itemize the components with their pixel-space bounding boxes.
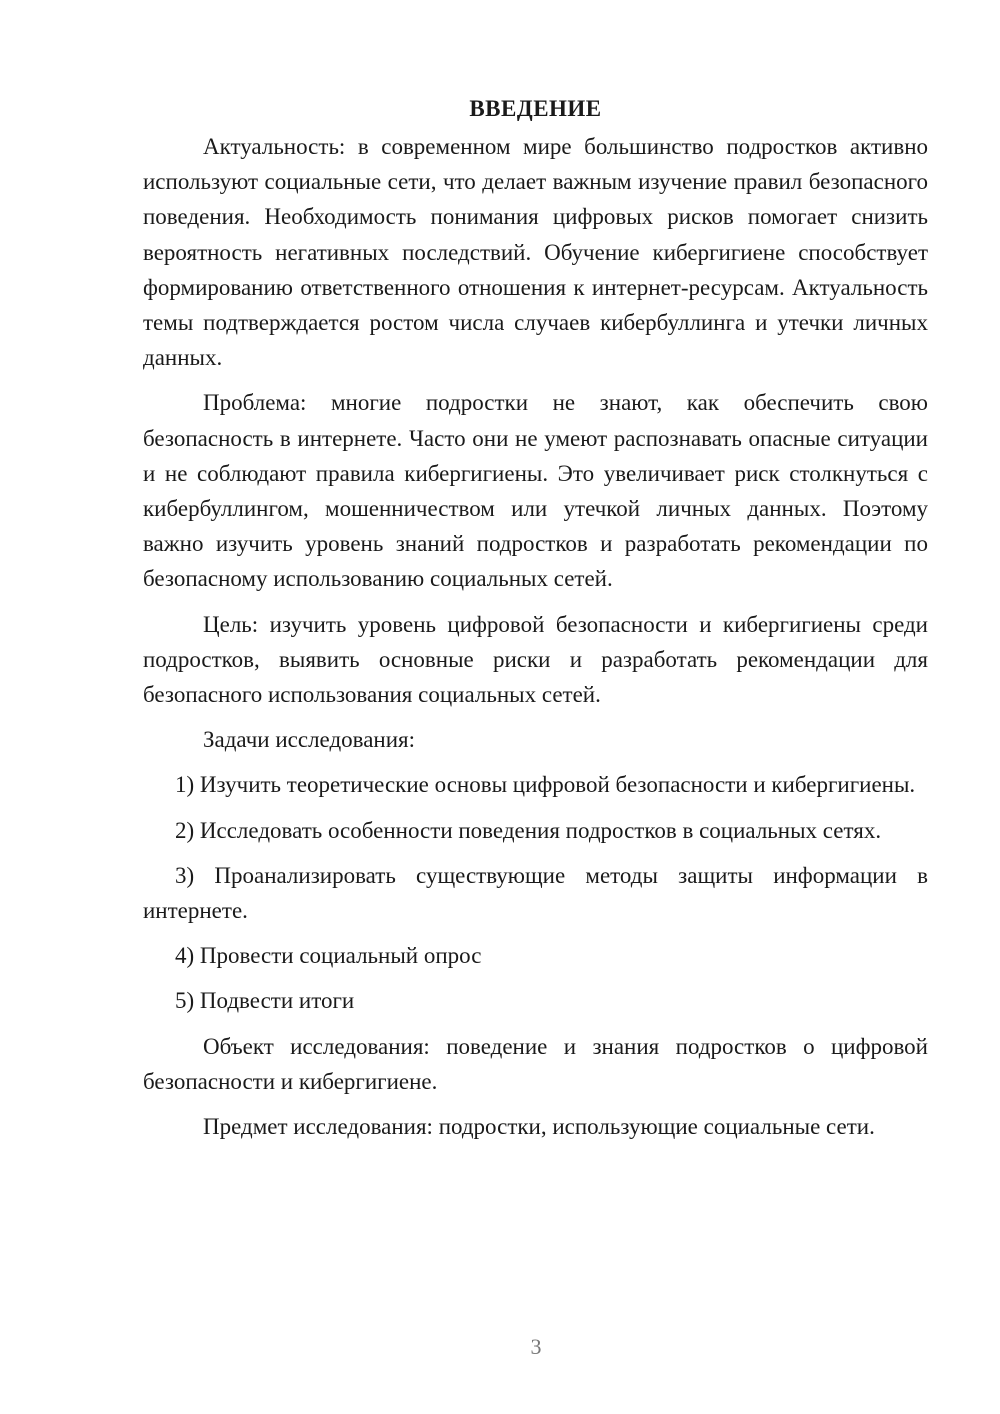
goal-paragraph: Цель: изучить уровень цифровой безопасности и кибергигиены среди подростков, выявить основные риски и разработать рекомендации для безопасного использования социальных сетей. (143, 611, 928, 708)
task-item-3: 3) Проанализировать существующие методы защиты информации в интернете. (143, 862, 928, 924)
document-page (143, 94, 928, 1154)
task-item-1: 1) Изучить теоретические основы цифровой безопасности и кибергигиены. (175, 772, 916, 798)
task-item-5: 5) Подвести итоги (175, 988, 355, 1014)
problem-paragraph: Проблема: многие подростки не знают, как обеспечить свою безопасность в интернете. Часто они не умеют распознавать опасные ситуации и не соблюдают правила кибергигиены. Это увеличивает риск столкнуться с кибербуллингом, мошенничеством или утечкой личных данных. Поэтому важно изучить уровень знаний подростков и разработать рекомендации по безопасному использованию социальных сетей. (143, 390, 928, 592)
relevance-paragraph: Актуальность: в современном мире большинство подростков активно используют социальные сети, что делает важным изучение правил безопасного поведения. Необходимость понимания цифровых рисков помогает снизить вероятность негативных последствий. Обучение кибергигиене способствует формированию ответственного отношения к интернет-ресурсам. Актуальность темы подтверждается ростом числа случаев кибербуллинга и утечки личных данных. (143, 134, 928, 371)
task-item-4: 4) Провести социальный опрос (175, 943, 482, 969)
page-title: ВВЕДЕНИЕ (469, 96, 602, 121)
subject-paragraph: Предмет исследования: подростки, использующие социальные сети. (203, 1114, 875, 1140)
task-item-2: 2) Исследовать особенности поведения подростков в социальных сетях. (175, 817, 882, 843)
object-paragraph: Объект исследования: поведение и знания подростков о цифровой безопасности и кибергигиене. (143, 1033, 928, 1094)
page-number: 3 (530, 1334, 542, 1359)
tasks-heading: Задачи исследования: (203, 727, 416, 753)
